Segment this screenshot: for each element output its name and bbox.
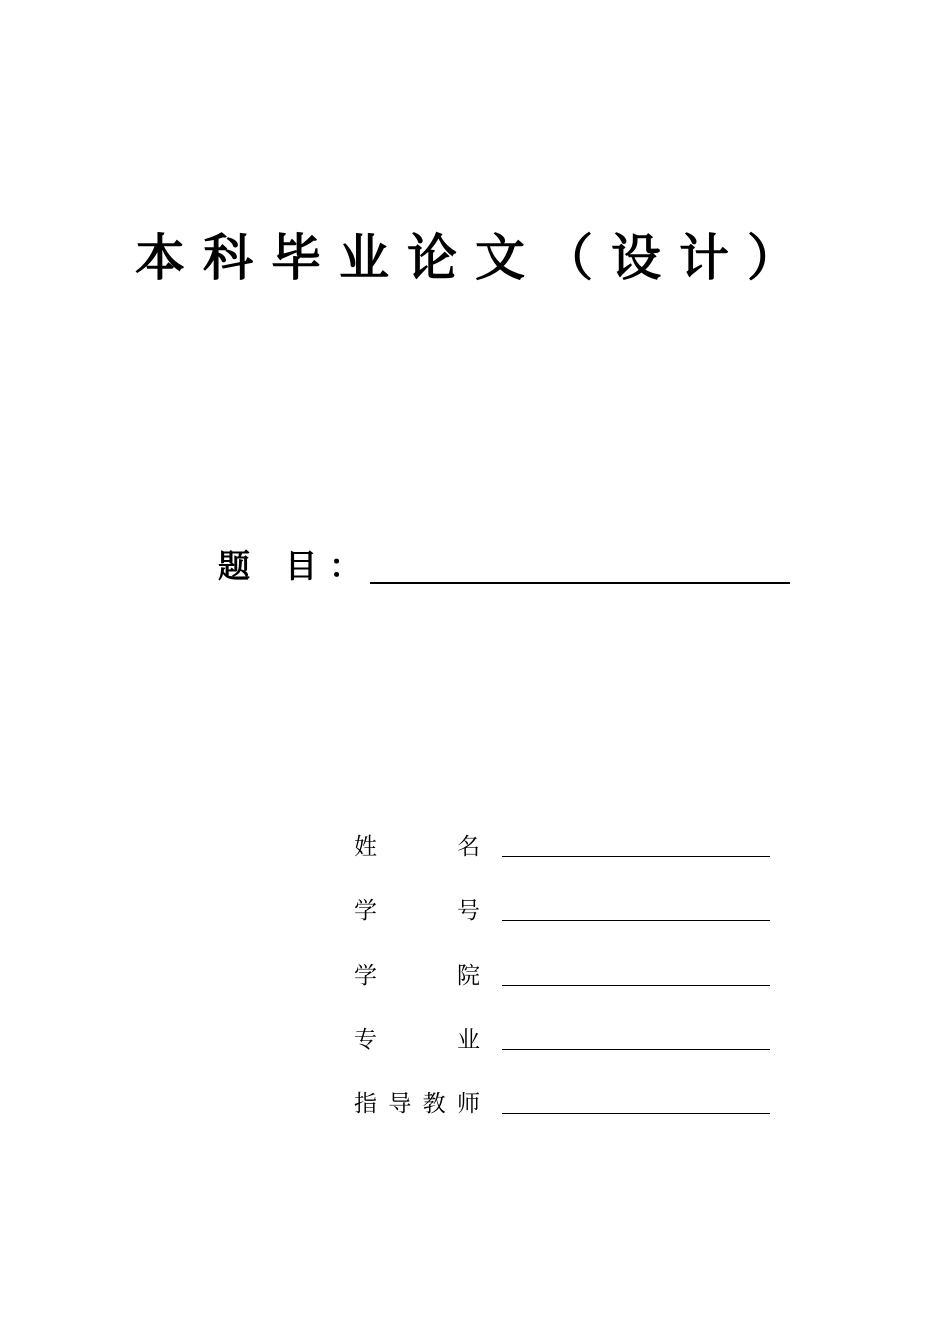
topic-row [218,546,798,590]
college-label [354,961,480,991]
name-fill-line[interactable] [502,856,770,857]
label-char: 名 [457,834,480,860]
document-title: 本科毕业论文（设计） [135,228,815,287]
advisor-fill-line[interactable] [502,1113,770,1114]
advisor-label [354,1089,480,1119]
major-label [354,1025,480,1055]
major-fill-line[interactable] [502,1049,770,1050]
name-label [354,832,480,862]
major-row [354,1025,774,1059]
college-row [354,961,774,995]
name-row [354,832,774,866]
advisor-row [354,1089,774,1123]
label-char: 业 [457,1027,480,1053]
label-char: 导 [388,1091,412,1117]
student-id-fill-line[interactable] [502,920,770,921]
label-char: 学 [354,898,377,924]
label-char: 指 [354,1091,377,1117]
label-char: 号 [457,898,480,924]
label-char: 教 [422,1091,446,1117]
label-char: 专 [354,1027,377,1053]
topic-fill-line[interactable] [370,582,790,584]
label-char: 师 [456,1091,480,1117]
student-id-row [354,896,774,930]
label-char: 院 [457,963,480,989]
student-id-label [354,896,480,926]
label-char: 学 [354,963,377,989]
college-fill-line[interactable] [502,985,770,986]
label-char: 姓 [354,834,377,860]
topic-label: 题 目： [218,547,374,585]
